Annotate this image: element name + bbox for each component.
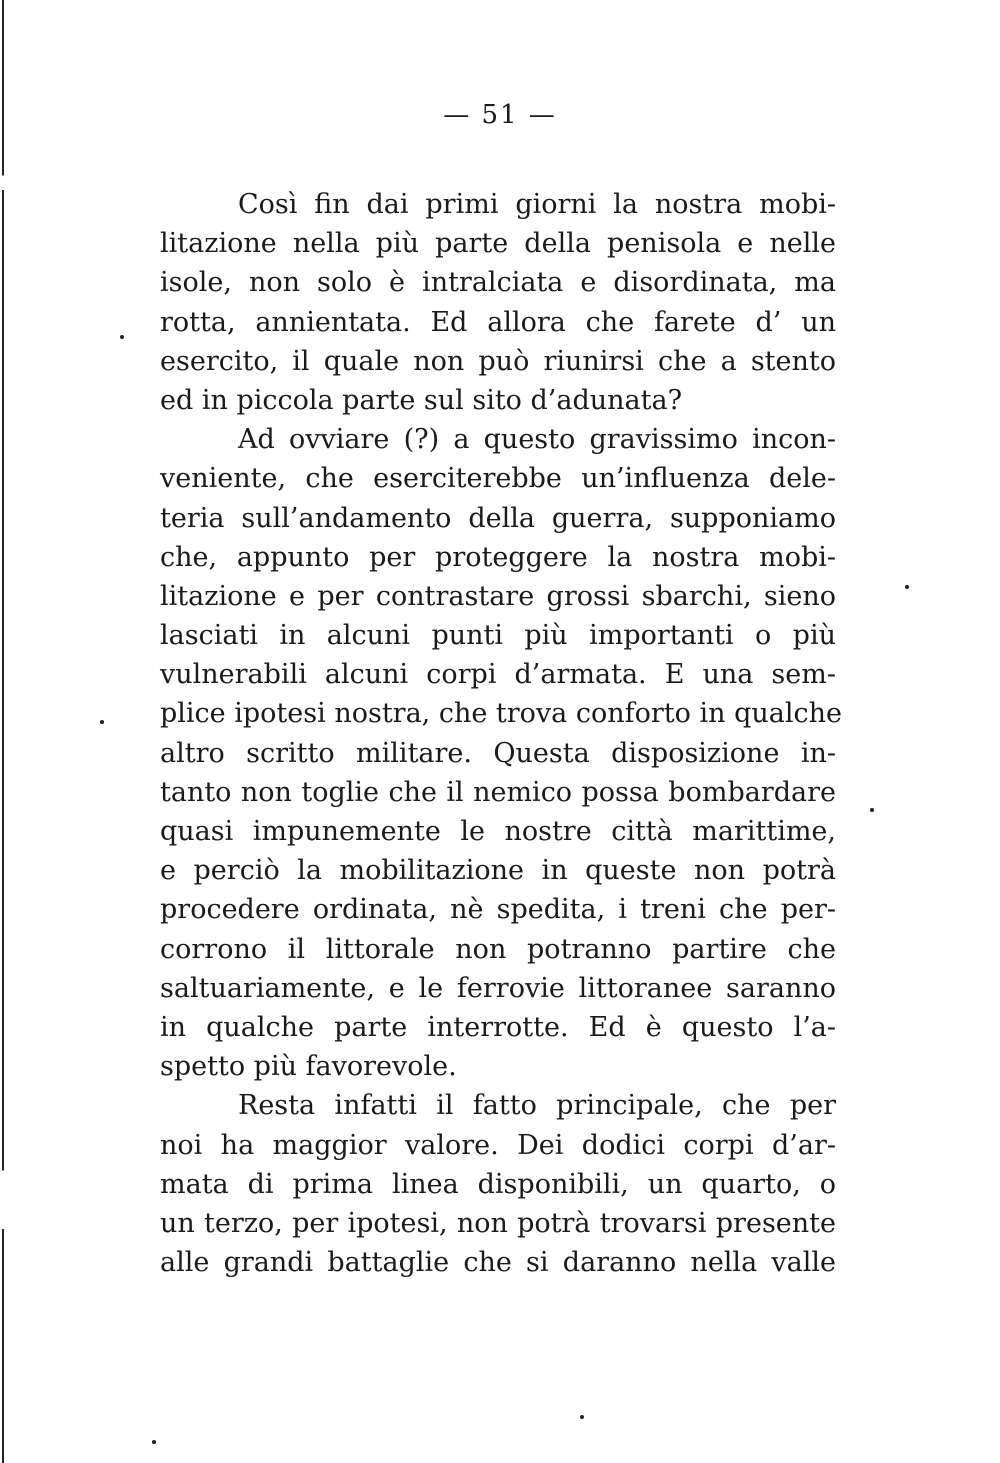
text-line: litazione nella più parte della penisola e nelle [160,228,836,260]
text-line: saltuariamente, e le ferrovie littoranee saranno [160,972,836,1004]
text-line: alle grandi battaglie che si daranno nella valle [160,1247,836,1279]
scan-speck [580,1415,584,1419]
text-line: procedere ordinata, nè spedita, i treni che per- [160,894,836,926]
scan-speck [100,720,104,724]
scan-speck [870,808,874,812]
text-line: rotta, annientata. Ed allora che farete d’ un [160,306,836,338]
text-line: veniente, che eserciterebbe un’influenza dele- [160,463,836,495]
text-line: lasciati in alcuni punti più importanti o più [160,620,836,652]
page-edge-shadow [2,0,4,1463]
text-line: litazione e per contrastare grossi sbarchi, sieno [160,580,836,612]
text-line: teria sull’andamento della guerra, supponiamo [160,502,836,534]
scan-speck [152,1440,156,1444]
text-line: corrono il littorale non potranno partire che [160,933,836,965]
page-number: — 51 — [443,100,557,130]
text-line: ed in piccola parte sul sito d’adunata? [160,384,683,416]
text-line: noi ha maggior valore. Dei dodici corpi d’ar- [160,1129,836,1161]
text-line: e perciò la mobilitazione in queste non potrà [160,855,836,887]
text-line: mata di prima linea disponibili, un quarto, o [160,1168,836,1200]
text-line: Resta infatti il fatto principale, che per [238,1090,836,1122]
text-line: tanto non toglie che il nemico possa bombardare [160,776,836,808]
body-text [160,185,842,1282]
text-line: esercito, il quale non può riunirsi che a stento [160,345,836,377]
text-line: Così fin dai primi giorni la nostra mobi- [238,189,836,220]
text-line: altro scritto militare. Questa disposizione in- [160,737,836,769]
text-line: spetto più favorevole. [160,1051,457,1083]
text-line: isole, non solo è intralciata e disordinata, ma [160,267,836,299]
scan-speck [905,585,909,589]
scan-speck [120,335,124,339]
text-line: quasi impunemente le nostre città marittime, [160,816,836,847]
text-line: Ad ovviare (?) a questo gravissimo incon- [238,424,836,456]
text-line: plice ipotesi nostra, che trova conforto in qualche [160,698,842,730]
text-line: in qualche parte interrotte. Ed è questo l’a- [160,1011,836,1043]
text-line: un terzo, per ipotesi, non potrà trovarsi presente [160,1207,836,1239]
text-line: che, appunto per proteggere la nostra mobi- [160,541,836,573]
text-line: vulnerabili alcuni corpi d’armata. E una sem- [160,659,836,691]
